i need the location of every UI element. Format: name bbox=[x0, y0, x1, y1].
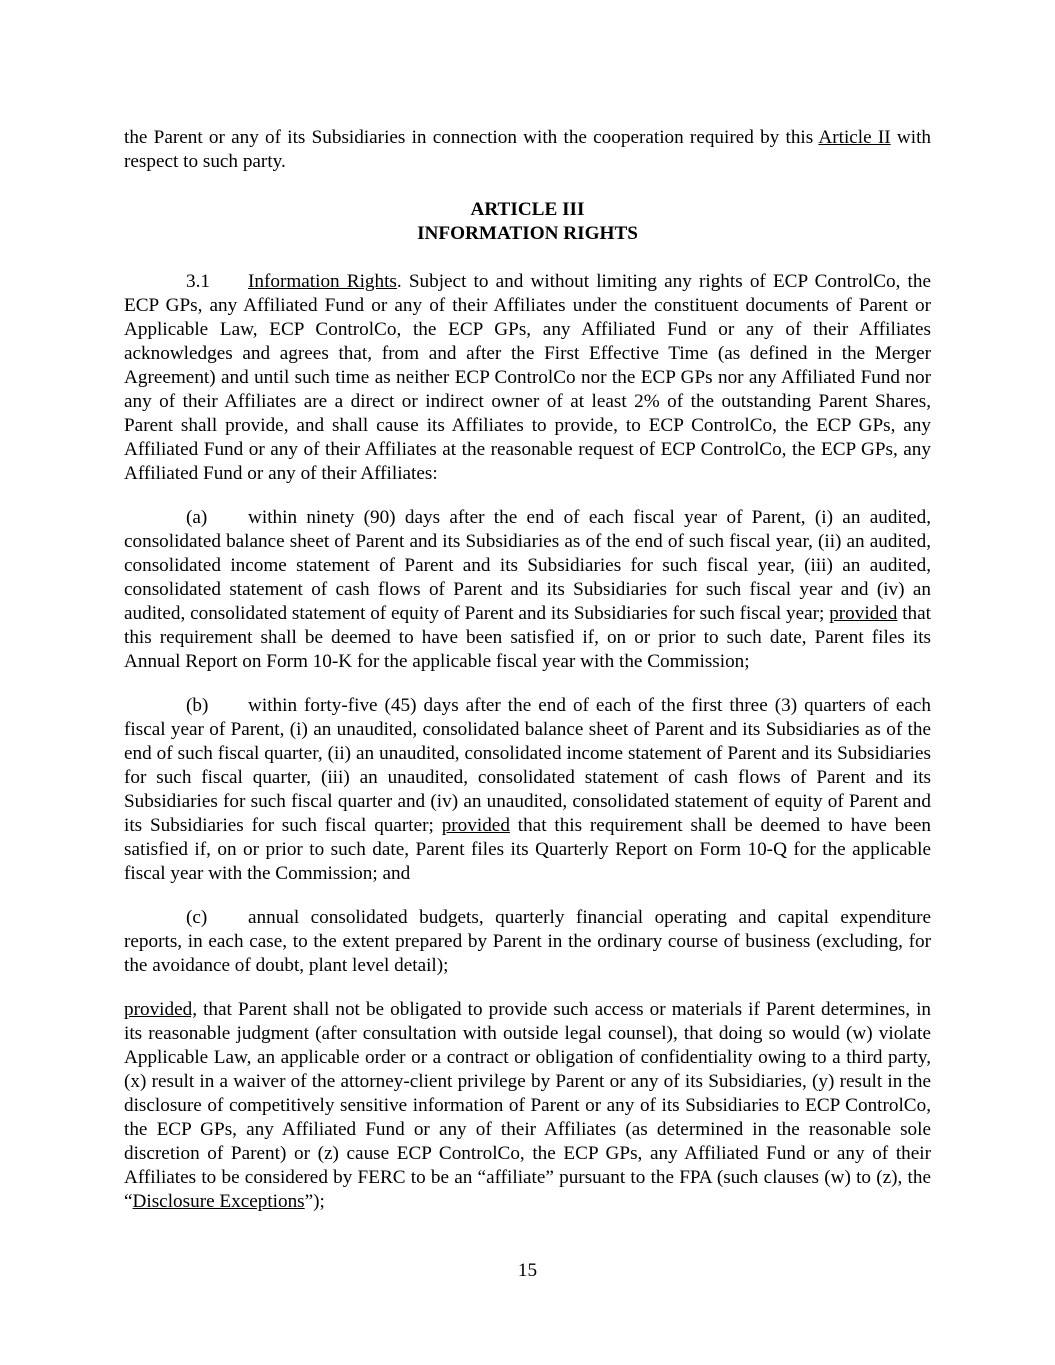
document-page bbox=[124, 124, 931, 1214]
item-a bbox=[124, 506, 931, 674]
section-3-1 bbox=[124, 270, 931, 486]
item-c bbox=[124, 906, 931, 978]
article-ii-reference: Article II bbox=[818, 127, 891, 148]
article-number: ARTICLE III bbox=[470, 199, 585, 220]
text-run: that this requirement shall be deemed to have been satisfied if, on or prior to such date, Parent files its Quarterly Report on Form 10-Q for the applicable fiscal year with the Commission; and bbox=[124, 815, 931, 884]
section-number: 3.1 bbox=[186, 271, 210, 292]
item-number: (c) bbox=[186, 907, 208, 928]
text-run: the Parent or any of its Subsidiaries in connection with the cooperation required by this bbox=[124, 127, 819, 148]
section-heading: Information Rights bbox=[248, 271, 397, 292]
text-run: annual consolidated budgets, quarterly financial operating and capital expenditure reports, in each case, to the extent prepared by Parent in the ordinary course of business (excluding, for the avoidance of doubt, plant level detail); bbox=[124, 907, 931, 976]
proviso-paragraph bbox=[124, 998, 931, 1214]
provided-term: provided bbox=[829, 603, 898, 624]
text-run: within forty-five (45) days after the end of each of the first three (3) quarters of each fiscal year of Parent, (i) an unaudited, consolidated balance sheet of Parent and its Subsidiaries as of the end of such fiscal quarter, (ii) an unaudited, consolidated income statement of Parent and its Subsidiaries for such fiscal quarter, (iii) an unaudited, consolidated statement of cash flows of Parent and its Subsidiaries for such fiscal quarter and (iv) an unaudited, consolidated statement of equity of Parent and its Subsidiaries for such fiscal quarter; bbox=[124, 695, 931, 836]
item-b bbox=[124, 694, 931, 886]
page-number: 15 bbox=[517, 1260, 538, 1281]
article-title: INFORMATION RIGHTS bbox=[417, 223, 638, 244]
section-body: . Subject to and without limiting any rights of ECP ControlCo, the ECP GPs, any Affiliated Fund or any of their Affiliates under the constituent documents of Parent or Applicable Law, ECP ControlCo, the ECP GPs, any Affiliated Fund or any of their Affiliates acknowledges and agrees that, from and after the First Effective Time (as defined in the Merger Agreement) and until such time as neither ECP ControlCo nor the ECP GPs nor any Affiliated Fund nor any of their Affiliates are a direct or indirect owner of at least 2% of the outstanding Parent Shares, Parent shall provide, and shall cause its Affiliates to provide, to ECP ControlCo, the ECP GPs, any Affiliated Fund or any of their Affiliates at the reasonable request of ECP ControlCo, the ECP GPs, any Affiliated Fund or any of their Affiliates: bbox=[124, 271, 931, 484]
text-run: that Parent shall not be obligated to provide such access or materials if Parent determines, in its reasonable judgment (after consultation with outside legal counsel), that doing so would (w) violate Applicable Law, an applicable order or a contract or obligation of confidentiality owing to a third party, (x) result in a waiver of the attorney-client privilege by Parent or any of its Subsidiaries, (y) result in the disclosure of competitively sensitive information of Parent or any of its Subsidiaries to ECP ControlCo, the ECP GPs, any Affiliated Fund or any of their Affiliates (as determined in the reasonable sole discretion of Parent) or (z) cause ECP ControlCo, the ECP GPs, any Affiliated Fund or any of their Affiliates to be considered by FERC to be an “affiliate” pursuant to the FPA (such clauses (w) to (z), the “ bbox=[124, 999, 931, 1212]
disclosure-exceptions-term: Disclosure Exceptions bbox=[132, 1191, 305, 1212]
item-number: (a) bbox=[186, 507, 208, 528]
text-run: within ninety (90) days after the end of each fiscal year of Parent, (i) an audited, consolidated balance sheet of Parent and its Subsidiaries as of the end of such fiscal year, (ii) an audited, consolidated income statement of Parent and its Subsidiaries for such fiscal year, (iii) an audited, consolidated statement of cash flows of Parent and its Subsidiaries for such fiscal year and (iv) an audited, consolidated statement of equity of Parent and its Subsidiaries for such fiscal year; bbox=[124, 507, 931, 624]
provided-term: provided bbox=[441, 815, 510, 836]
text-run: with respect to such party. bbox=[124, 127, 931, 172]
text-run: that this requirement shall be deemed to have been satisfied if, on or prior to such date, Parent files its Annual Report on Form 10-K for the applicable fiscal year with the Commission; bbox=[124, 603, 931, 672]
article-heading bbox=[124, 198, 931, 246]
item-number: (b) bbox=[186, 695, 209, 716]
continued-paragraph bbox=[124, 126, 931, 174]
text-run: ”); bbox=[304, 1191, 325, 1212]
provided-term: provided, bbox=[124, 999, 198, 1020]
